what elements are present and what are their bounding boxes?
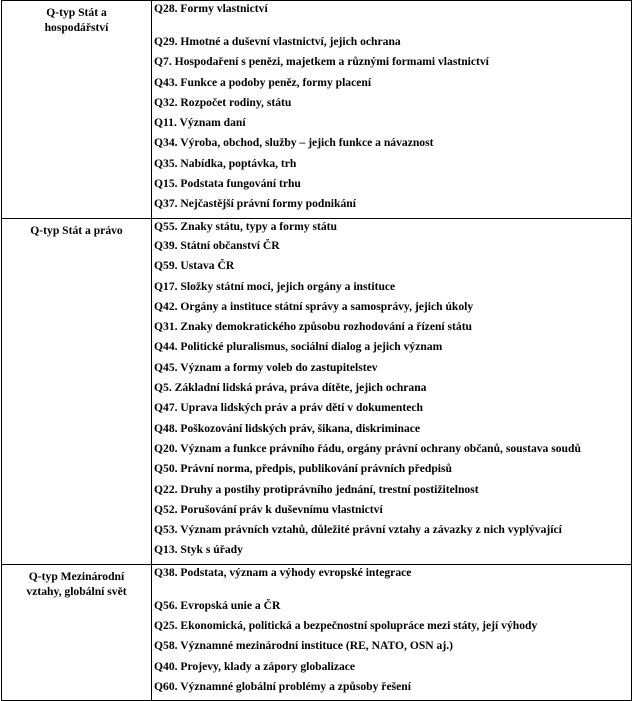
list-item: Q48. Poškozování lidských práv, šikana, diskriminace bbox=[154, 421, 421, 435]
list-item: Q60. Významné globální problémy a způsoby řešení bbox=[154, 679, 411, 693]
topics-table bbox=[1, 0, 632, 701]
section-title-line: Q-typ Stát a právo bbox=[30, 223, 123, 237]
list-item: Q25. Ekonomická, politická a bezpečnostní spolupráce mezi státy, její výhody bbox=[154, 619, 538, 633]
section-title-cell bbox=[2, 1, 152, 219]
list-item: Q52. Porušování práv k duševnímu vlastnictví bbox=[154, 502, 383, 516]
list-item: Q39. Státní občanství ČR bbox=[154, 238, 280, 252]
list-item: Q31. Znaky demokratického způsobu rozhodování a řízení státu bbox=[154, 320, 473, 334]
list-item: Q7. Hospodaření s penězi, majetkem a různými formami vlastnictví bbox=[154, 55, 489, 69]
list-item: Q47. Uprava lidských práv a práv dětí v dokumentech bbox=[154, 401, 423, 415]
section-items-cell bbox=[152, 1, 632, 219]
list-item: Q20. Význam a funkce právního řádu, orgány právní ochrany občanů, soustava soudů bbox=[154, 441, 581, 455]
list-item: Q13. Styk s úřady bbox=[154, 543, 243, 557]
list-item: Q50. Právní norma, předpis, publikování právních předpisů bbox=[154, 462, 452, 476]
list-item: Q40. Projevy, klady a zápory globalizace bbox=[154, 659, 356, 673]
section-title-cell bbox=[2, 218, 152, 564]
list-item: Q56. Evropská unie a ČR bbox=[154, 598, 281, 612]
section-title-line: vztahy, globální svět bbox=[26, 584, 127, 598]
list-item: Q17. Složky státní moci, jejich orgány a instituce bbox=[154, 279, 396, 293]
list-item: Q53. Význam právních vztahů, důležité právní vztahy a závazky z nich vyplývající bbox=[154, 523, 562, 537]
section-title-line: Q-typ Stát a bbox=[46, 6, 107, 19]
list-item: Q58. Významné mezinárodní instituce (RE, NATO, OSN aj.) bbox=[154, 639, 453, 653]
section-items-cell bbox=[152, 564, 632, 700]
list-item: Q15. Podstata fungování trhu bbox=[154, 177, 301, 191]
list-item: Q42. Orgány a instituce státní správy a samosprávy, jejich úkoly bbox=[154, 299, 474, 313]
section-row bbox=[2, 564, 632, 700]
list-item: Q37. Nejčastější právní formy podnikání bbox=[154, 197, 356, 211]
list-item: Q29. Hmotné a duševní vlastnictví, jejich ochrana bbox=[154, 35, 401, 48]
section-title-cell bbox=[2, 564, 152, 700]
list-item: Q38. Podstata, význam a výhody evropské integrace bbox=[154, 565, 412, 579]
section-title-line: hospodářství bbox=[44, 21, 109, 34]
list-item: Q22. Druhy a postihy protiprávního jednání, trestní postižitelnost bbox=[154, 482, 479, 496]
list-item: Q55. Znaky státu, typy a formy státu bbox=[154, 219, 337, 233]
list-item: Q44. Politické pluralismus, sociální dialog a jejich význam bbox=[154, 340, 443, 354]
list-item: Q45. Význam a formy voleb do zastupitelstev bbox=[154, 360, 378, 374]
list-item: Q59. Ustava ČR bbox=[154, 259, 235, 273]
section-title-line: Q-typ Mezinárodní bbox=[28, 569, 125, 583]
list-item: Q34. Výroba, obchod, služby – jejich funkce a návaznost bbox=[154, 136, 434, 150]
section-row bbox=[2, 1, 632, 219]
list-item: Q35. Nabídka, poptávka, trh bbox=[154, 156, 297, 170]
section-row bbox=[2, 218, 632, 564]
list-item: Q5. Základní lidská práva, práva dítěte, jejich ochrana bbox=[154, 381, 427, 395]
list-item: Q43. Funkce a podoby peněz, formy placení bbox=[154, 75, 372, 89]
list-item: Q32. Rozpočet rodiny, státu bbox=[154, 95, 292, 109]
topics-table-body bbox=[2, 1, 632, 701]
list-item: Q28. Formy vlastnictví bbox=[154, 2, 268, 15]
list-item: Q11. Význam daní bbox=[154, 116, 246, 130]
section-items-cell bbox=[152, 218, 632, 564]
